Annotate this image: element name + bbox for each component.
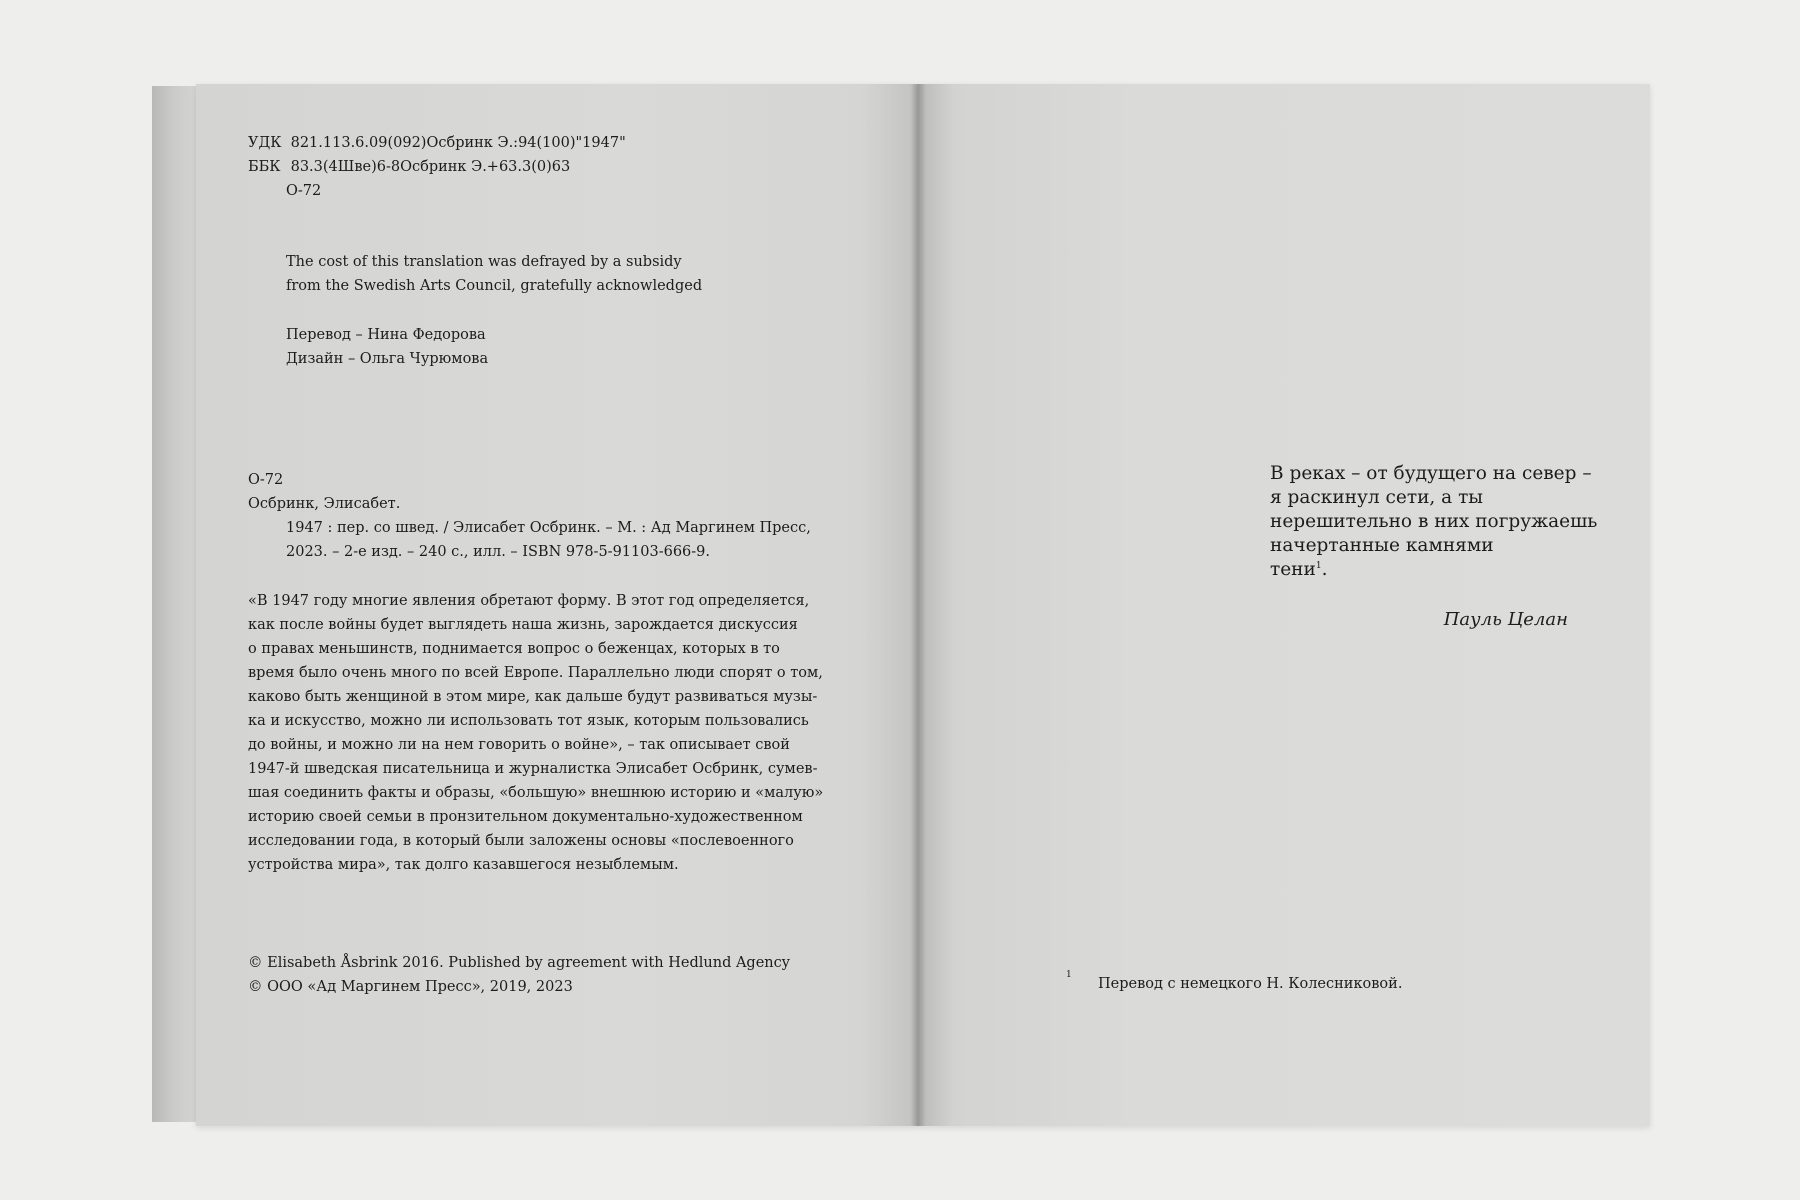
poem-line: я раскинул сети, а ты — [1270, 487, 1484, 508]
footnote-ref: 1 — [1315, 560, 1322, 571]
annotation-line: ка и искусство, можно ли использовать тот язык, которым пользовались — [248, 713, 809, 729]
bbk-value: 83.3(4Шве)6-8Осбринк Э.+63.3(0)63 — [290, 159, 571, 175]
poem-line: В реках – от будущего на север – — [1270, 463, 1592, 484]
poem-line: нерешительно в них погружаешь — [1270, 511, 1598, 532]
annotation-line: историю своей семьи в пронзительном документально-художественном — [248, 809, 803, 825]
footnote-text: Перевод с немецкого Н. Колесниковой. — [1098, 976, 1403, 992]
catalog-line: 2023. – 2-е изд. – 240 с., илл. – ISBN 978-5-91103-666-9. — [286, 544, 711, 560]
poem-line — [1270, 558, 1597, 582]
udk-label: УДК — [248, 135, 282, 151]
page-block-edge — [152, 86, 200, 1122]
annotation-line: как после войны будет выглядеть наша жизнь, зарождается дискуссия — [248, 617, 798, 633]
annotation-line: до войны, и можно ли на нем говорить о войне», – так описывает свой — [248, 737, 790, 753]
epigraph-poem — [1270, 462, 1597, 582]
annotation-line: о правах меньшинств, поднимается вопрос о беженцах, которых в то — [248, 641, 780, 657]
copyright-line: © Elisabeth Åsbrink 2016. Published by agreement with Hedlund Agency — [248, 955, 790, 971]
annotation-line: устройства мира», так долго казавшегося незыблемым. — [248, 857, 679, 873]
catalog-code: О-72 — [248, 472, 284, 488]
annotation-line: исследовании года, в который были заложены основы «послевоенного — [248, 833, 794, 849]
subsidy-line: The cost of this translation was defrayed by a subsidy — [286, 254, 682, 270]
catalog-author: Осбринк, Элисабет. — [248, 496, 401, 512]
credits — [286, 323, 488, 371]
right-page — [918, 84, 1650, 1126]
udk-value: 821.113.6.09(092)Осбринк Э.:94(100)"1947" — [290, 135, 626, 151]
annotation-line: шая соединить факты и образы, «большую» внешнюю историю и «малую» — [248, 785, 824, 801]
annotation-line: каково быть женщиной в этом мире, как дальше будут развиваться музы- — [248, 689, 818, 705]
author-sign-top: О-72 — [286, 183, 322, 199]
poem-line: начертанные камнями — [1270, 535, 1494, 556]
epigraph-author: Пауль Целан — [1443, 609, 1568, 630]
subsidy-line: from the Swedish Arts Council, gratefully acknowledged — [286, 278, 703, 294]
poem-end-punct: . — [1321, 559, 1328, 580]
catalog-card — [248, 468, 811, 564]
designer-credit: Дизайн – Ольга Чурюмова — [286, 351, 489, 367]
subsidy-note — [286, 250, 702, 298]
annotation-line: 1947-й шведская писательница и журналистка Элисабет Осбринк, сумев- — [248, 761, 818, 777]
copyright — [248, 951, 790, 999]
catalog-line: 1947 : пер. со швед. / Элисабет Осбринк. – М. : Ад Маргинем Пресс, — [286, 520, 811, 536]
udk-row — [248, 131, 626, 155]
bbk-label: ББК — [248, 159, 281, 175]
bbk-row — [248, 155, 626, 179]
annotation-line: «В 1947 году многие явления обретают форму. В этот год определяется, — [248, 593, 810, 609]
poem-last-word: тени — [1270, 559, 1316, 580]
annotation — [248, 589, 823, 877]
annotation-line: время было очень много по всей Европе. Параллельно люди спорят о том, — [248, 665, 823, 681]
copyright-line: © ООО «Ад Маргинем Пресс», 2019, 2023 — [248, 979, 573, 995]
translator-credit: Перевод – Нина Федорова — [286, 327, 486, 343]
footnote-number: 1 — [1066, 970, 1072, 980]
book-gutter — [910, 84, 926, 1126]
classification-block — [248, 131, 626, 203]
